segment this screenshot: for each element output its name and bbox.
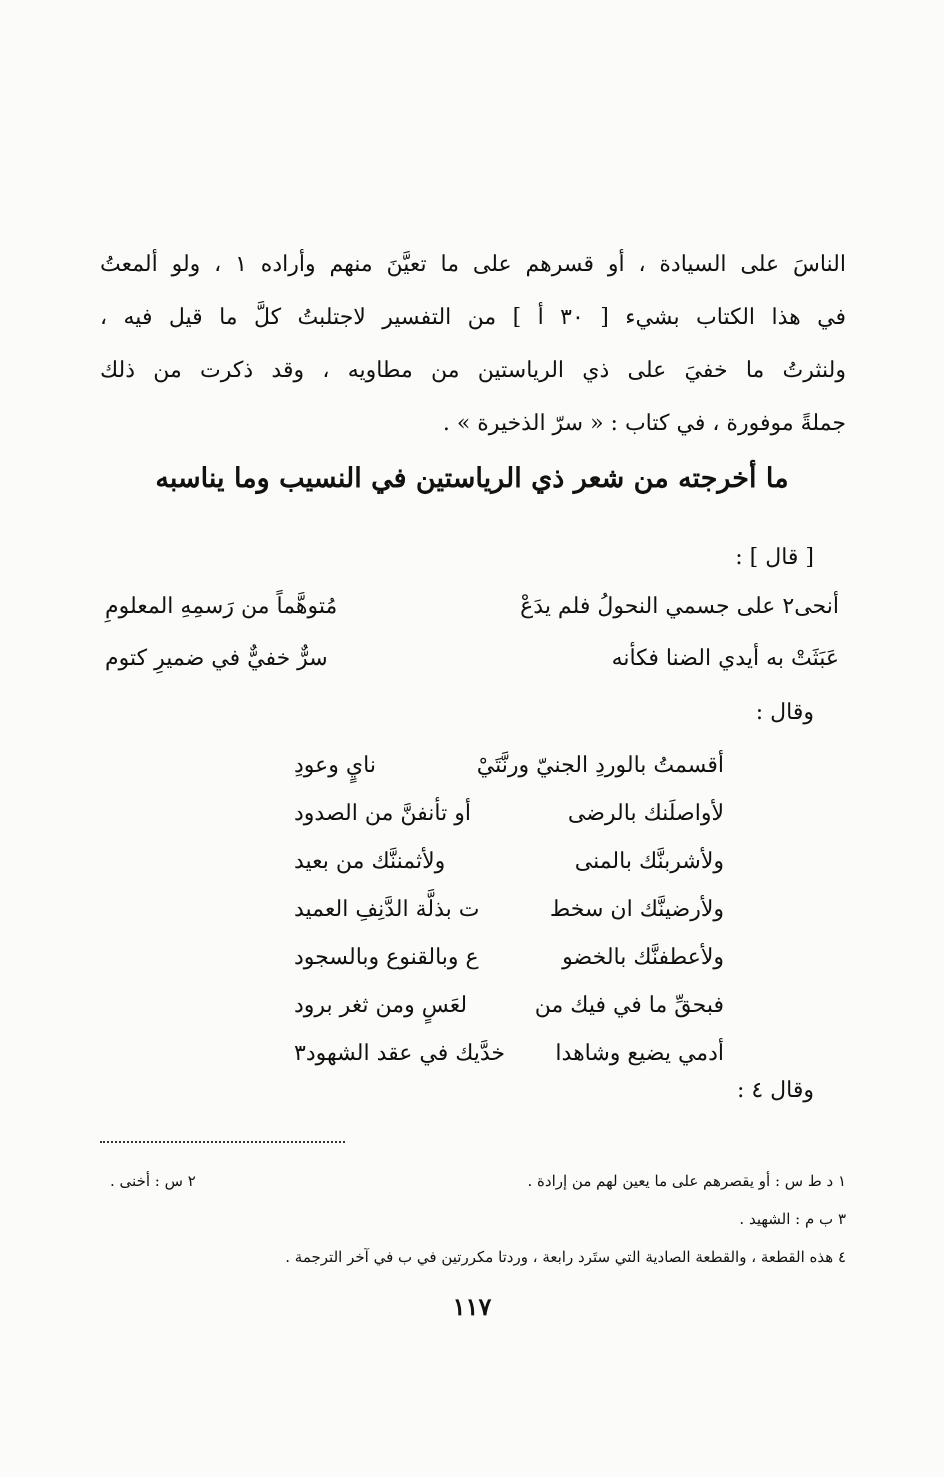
qala-label: وقال : <box>755 700 814 725</box>
poem-line <box>294 934 724 982</box>
hemistich-second: أو تأنفنَّ من الصدود <box>294 801 471 826</box>
hemistich-first: فبحقِّ ما في فيك من <box>534 993 724 1018</box>
footnote-1: ١ د ط س : أو يقصرهم على ما يعين لهم من إرادة . <box>527 1172 846 1190</box>
footnote-3: ٣ ب م : الشهيد . <box>739 1210 846 1228</box>
hemistich-first: أقسمتُ بالوردِ الجنيّ ورنَّتَيْ <box>476 753 724 778</box>
hemistich-second: ولأثمننَّك من بعيد <box>294 849 446 874</box>
footnote-divider <box>100 1141 345 1143</box>
qala-bracket-label: [ قال ] : <box>735 545 814 570</box>
footnotes <box>110 1162 846 1276</box>
poem <box>294 742 724 1078</box>
hemistich-first: ولأرضينَّك ان سخط <box>549 897 724 922</box>
poem-line <box>294 982 724 1030</box>
hemistich-first: ولأشربنَّك بالمنى <box>574 849 724 874</box>
hemistich-second: ع وبالقنوع وبالسجود <box>294 945 479 970</box>
hemistich-first: عَبَثَتْ به أيدي الضنا فكأنه <box>611 646 839 671</box>
footnote-4: ٤ هذه القطعة ، والقطعة الصادية التي ستَرد رابعة ، وردتا مكررتين في ب في آخر الترجمة . <box>285 1248 846 1266</box>
hemistich-second: لعَسٍ ومن ثغر برود <box>294 993 468 1018</box>
qala4-label: وقال ٤ : <box>736 1078 814 1103</box>
footnote-line <box>110 1162 846 1200</box>
hemistich-second: سرٌّ خفيٌّ في ضميرِ كتوم <box>105 646 328 671</box>
poem-line <box>294 742 724 790</box>
poem-line <box>294 886 724 934</box>
couplet-line <box>105 646 839 671</box>
paragraph-line: جملةً موفورة ، في كتاب : « سرّ الذخيرة » . <box>442 411 846 436</box>
page-number: ١١٧ <box>452 1292 492 1321</box>
poem-line <box>294 838 724 886</box>
hemistich-second: خدَّيك في عقد الشهود٣ <box>294 1041 506 1066</box>
couplet-line <box>105 594 839 619</box>
hemistich-first: ولأعطفنَّك بالخضو <box>562 945 724 970</box>
body-paragraph <box>100 238 846 450</box>
hemistich-second: ت بذلَّة الدَّنِفِ العميد <box>294 897 480 922</box>
poem-line <box>294 1030 724 1078</box>
footnote-2: ٢ س : أخنى . <box>110 1172 196 1190</box>
hemistich-second: نايٍ وعودِ <box>294 753 376 778</box>
hemistich-first: لأواصلَنك بالرضى <box>567 801 724 826</box>
hemistich-first: أنحى٢ على جسمي النحولُ فلم يدَعْ <box>520 594 839 619</box>
paragraph-line: ولنثرتُ ما خفيَ على ذي الرياستين من مطاويه ، وقد ذكرت من ذلك <box>100 358 846 383</box>
hemistich-second: مُتوهَّماً من رَسمِهِ المعلومِ <box>105 594 338 619</box>
paragraph-line: في هذا الكتاب بشيء [ ٣٠ أ ] من التفسير لاجتلبتُ كلَّ ما قيل فيه ، <box>100 305 846 330</box>
paragraph-line: الناسَ على السيادة ، أو قسرهم على ما تعيَّنَ منهم وأراده ١ ، ولو ألمعتُ <box>100 252 846 277</box>
hemistich-first: أدمي يضيع وشاهدا <box>555 1041 724 1066</box>
section-heading: ما أخرجته من شعر ذي الرياستين في النسيب وما يناسبه <box>155 463 789 494</box>
poem-line <box>294 790 724 838</box>
